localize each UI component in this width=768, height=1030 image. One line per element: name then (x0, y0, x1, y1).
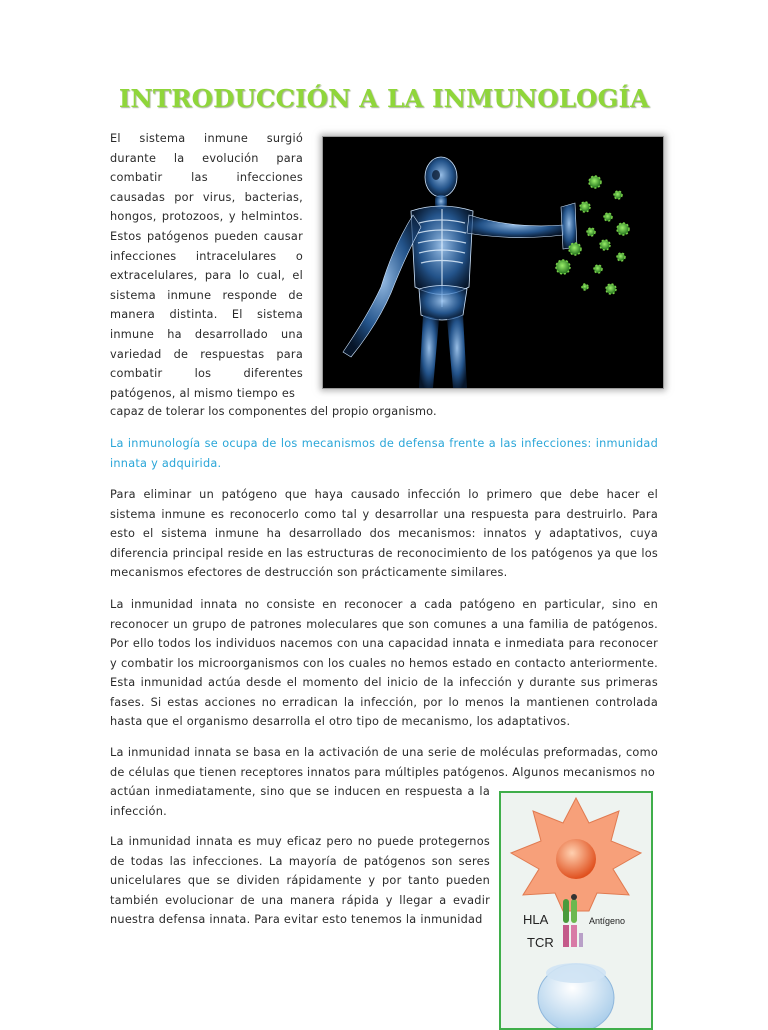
antigen-label: Antígeno (589, 916, 626, 926)
skeleton-illustration (323, 137, 663, 388)
intro-paragraph-tail: capaz de tolerar los componentes del propio organismo. (110, 405, 437, 418)
paragraph: actúan inmediatamente, sino que se inducen en respuesta a la infección. (110, 785, 490, 818)
hla-label: HLA (523, 912, 549, 927)
hla-tcr-figure (499, 791, 653, 1030)
page-title: INTRODUCCIÓN A LA INMUNOLOGÍA (118, 84, 650, 113)
tcr-label: TCR (527, 935, 554, 950)
cell-interaction-illustration (501, 793, 651, 1028)
paragraph: La inmunidad innata no consiste en reconocer a cada patógeno en particular, sino en reconocer un grupo de patrones moleculares que son comunes a una familia de patógenos. Por ello todos los individuos nacemos con una capacidad innata e inmediata para reconocer y combatir los microorganismos con los cuales no hemos estado en contacto anteriormente. Esta inmunidad actúa desde el momento del inicio de la infección y durante sus primeras fases. Si estas acciones no erradican la infección, por lo menos la mantienen controlada hasta que el organismo desarrolla el otro tipo de mecanismo, los adaptativos. (110, 598, 658, 728)
paragraph: Para eliminar un patógeno que haya causado infección lo primero que debe hacer el sistema inmune es reconocerlo como tal y desarrollar una respuesta para destruirlo. Para esto el sistema inmune ha desarrollado dos mecanismos: innatos y adaptativos, cuya diferencia principal reside en las estructuras de reconocimiento de los patógenos ya que los mecanismos efectores de destrucción son prácticamente similares. (110, 488, 658, 579)
paragraph: La inmunidad innata se basa en la activación de una serie de moléculas preformadas, como de células que tienen receptores innatos para múltiples patógenos. Algunos mecanismos no (110, 746, 658, 779)
intro-paragraph: El sistema inmune surgió durante la evolución para combatir las infecciones causadas por virus, bacterias, hongos, protozoos, y helmintos. Estos patógenos pueden causar infecciones intracelulares o extracelulares, para lo cual, el sistema inmune responde de manera distinta. El sistema inmune ha desarrollado una variedad de respuestas para combatir los diferentes patógenos, al mismo tiempo es (110, 132, 303, 400)
paragraph: La inmunidad innata es muy eficaz pero no puede protegernos de todas las infecciones. La mayoría de patógenos son seres unicelulares que se dividen rápidamente y por tanto pueden también evolucionar de una manera rápida y llegar a evadir nuestra defensa innata. Para evitar esto tenemos la inmunidad (110, 835, 490, 926)
skeleton-virus-figure (322, 136, 664, 389)
highlight-paragraph: La inmunología se ocupa de los mecanismos de defensa frente a las infecciones: inmunidad innata y adquirida. (110, 437, 658, 470)
